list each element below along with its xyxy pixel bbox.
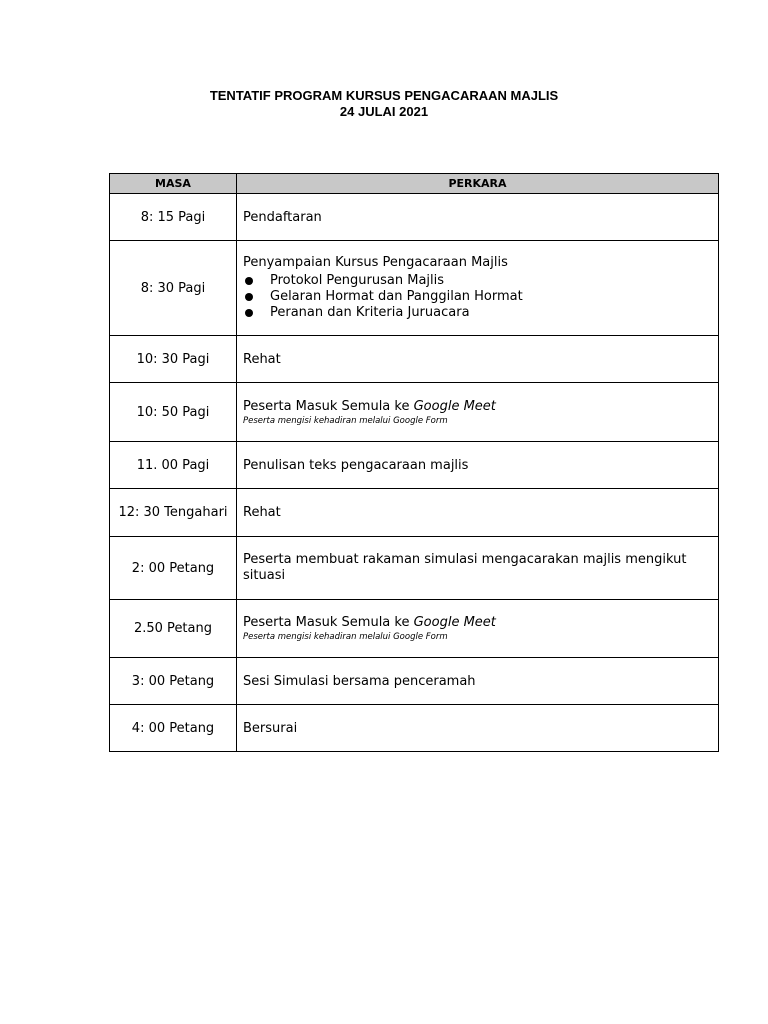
- row-item: [237, 600, 719, 658]
- row-time: 3: 00 Petang: [110, 658, 237, 705]
- table-row: [110, 383, 719, 442]
- bullet-icon: [245, 293, 253, 301]
- row-time: 2.50 Petang: [110, 600, 237, 658]
- row-item-emphasis: Google Meet: [413, 615, 496, 630]
- table-row: [110, 705, 719, 752]
- row-time: 8: 15 Pagi: [110, 194, 237, 241]
- row-item: Bersurai: [237, 705, 719, 752]
- list-item: [243, 289, 718, 305]
- row-item: Penulisan teks pengacaraan majlis: [237, 442, 719, 489]
- row-time: 12: 30 Tengahari: [110, 489, 237, 537]
- bullet-icon: [245, 277, 253, 285]
- row-item: Pendaftaran: [237, 194, 719, 241]
- table-row: [110, 194, 719, 241]
- schedule-table: [109, 173, 719, 752]
- row-time: 10: 30 Pagi: [110, 336, 237, 383]
- row-time: 4: 00 Petang: [110, 705, 237, 752]
- row-item-text: [243, 615, 718, 631]
- bullet-text: Peranan dan Kriteria Juruacara: [270, 305, 470, 320]
- table-header-row: [110, 174, 719, 194]
- row-item: Sesi Simulasi bersama penceramah: [237, 658, 719, 705]
- table-row: [110, 241, 719, 336]
- table-row: [110, 442, 719, 489]
- header-masa: MASA: [110, 174, 237, 194]
- list-item: [243, 305, 718, 321]
- bullet-text: Protokol Pengurusan Majlis: [270, 273, 445, 288]
- row-item-emphasis: Google Meet: [413, 398, 496, 414]
- bullet-text: Gelaran Hormat dan Panggilan Hormat: [270, 289, 523, 304]
- table-row: [110, 336, 719, 383]
- row-item-text: Penyampaian Kursus Pengacaraan Majlis: [243, 255, 508, 270]
- table-row: [110, 658, 719, 705]
- table-row: [110, 537, 719, 600]
- row-item-note: Peserta mengisi kehadiran melalui Google Form: [243, 415, 448, 426]
- table-row: [110, 600, 719, 658]
- row-item-note: Peserta mengisi kehadiran melalui Google Form: [243, 632, 448, 642]
- bullet-list: [243, 273, 718, 321]
- bullet-icon: [245, 309, 253, 317]
- row-time: 10: 50 Pagi: [110, 383, 237, 442]
- document-date: 24 JULAI 2021: [339, 104, 429, 119]
- document-title: TENTATIF PROGRAM KURSUS PENGACARAAN MAJLIS: [209, 88, 559, 103]
- row-item: [237, 241, 719, 336]
- row-item: [237, 537, 719, 600]
- row-item-text: Peserta membuat rakaman simulasi mengacarakan majlis mengikut situasi: [243, 552, 687, 583]
- row-time: 8: 30 Pagi: [110, 241, 237, 336]
- row-item-main: Peserta Masuk Semula ke: [243, 615, 410, 630]
- table-row: [110, 489, 719, 537]
- row-item-text: [243, 399, 718, 415]
- row-item: Rehat: [237, 489, 719, 537]
- row-time: 2: 00 Petang: [110, 537, 237, 600]
- row-item: Rehat: [237, 336, 719, 383]
- row-item: [237, 383, 719, 442]
- row-item-main: Peserta Masuk Semula ke: [243, 398, 410, 414]
- header-perkara: PERKARA: [237, 174, 719, 194]
- row-time: 11. 00 Pagi: [110, 442, 237, 489]
- list-item: [243, 273, 718, 289]
